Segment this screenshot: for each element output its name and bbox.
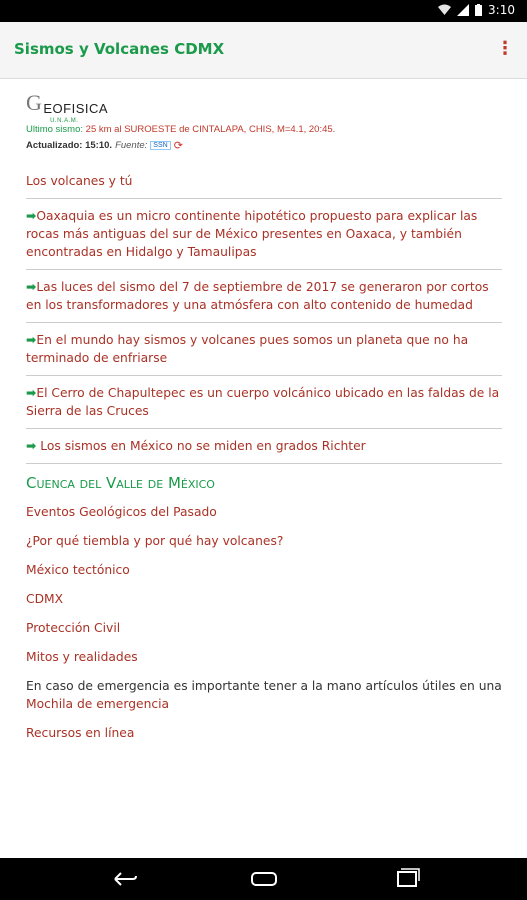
arrow-icon: ➡: [26, 439, 37, 453]
app-bar: [0, 22, 527, 79]
main-content: [26, 86, 502, 742]
recents-icon[interactable]: [387, 866, 427, 892]
battery-icon: [475, 4, 482, 16]
refresh-icon[interactable]: ⟳: [173, 140, 183, 152]
emergency-text: En caso de emergencia es importante tener a la mano artículos útiles en una: [26, 679, 502, 693]
signal-icon: [457, 4, 469, 16]
wifi-icon: [438, 4, 451, 16]
arrow-icon: ➡: [26, 386, 37, 400]
clock: 3:10: [488, 3, 515, 17]
divider: [26, 428, 502, 429]
section-title: Cuenca del Valle de México: [26, 474, 215, 492]
logo-text: EOFISICA: [43, 101, 109, 116]
link-mexico-tectonico[interactable]: México tectónico: [26, 563, 130, 577]
fact-text: Oaxaquia es un micro continente hipotético propuesto para explicar las rocas más antiguas del sur de México presentes en Oaxaca, y también encontradas en Hidalgo y Tamaulipas: [26, 209, 478, 259]
geofisica-logo: [26, 86, 502, 124]
fact-item[interactable]: [26, 384, 502, 420]
mochila-link[interactable]: Mochila de emergencia: [26, 697, 170, 711]
link-recursos[interactable]: Recursos en línea: [26, 726, 135, 740]
arrow-icon: ➡: [26, 209, 37, 223]
divider: [26, 198, 502, 199]
link-por-que-tiembla[interactable]: ¿Por qué tiembla y por qué hay volcanes?: [26, 534, 284, 548]
navigation-bar: [0, 858, 527, 900]
status-icons: [438, 3, 515, 17]
overflow-menu-icon[interactable]: ⋮: [496, 38, 514, 59]
logo-sub: U.N.A.M.: [50, 118, 79, 124]
fact-item[interactable]: [26, 207, 502, 261]
link-cdmx[interactable]: CDMX: [26, 592, 64, 606]
fact-item[interactable]: [26, 278, 502, 314]
divider: [26, 463, 502, 464]
app-title: Sismos y Volcanes CDMX: [14, 40, 225, 58]
updated-label: Actualizado: 15:10.: [26, 140, 113, 151]
divider: [26, 269, 502, 270]
fact-text: En el mundo hay sismos y volcanes pues somos un planeta que no ha terminado de enfriarse: [26, 333, 469, 365]
last-quake-text: 25 km al SUROESTE de CINTALAPA, CHIS, M=4.1, 20:45.: [85, 124, 336, 135]
last-quake-label: Ultimo sismo:: [26, 124, 84, 135]
source-label: Fuente:: [115, 140, 148, 151]
link-proteccion-civil[interactable]: Protección Civil: [26, 621, 121, 635]
volcanes-link[interactable]: Los volcanes y tú: [26, 174, 133, 188]
divider: [26, 322, 502, 323]
home-icon[interactable]: [244, 866, 284, 892]
back-icon[interactable]: [103, 866, 143, 892]
fact-text: Los sismos en México no se miden en grados Richter: [36, 439, 366, 453]
fact-text: El Cerro de Chapultepec es un cuerpo volcánico ubicado en las faldas de la Sierra de las Cruces: [26, 386, 500, 418]
facts-list: [26, 207, 502, 464]
last-quake: [26, 124, 502, 135]
arrow-icon: ➡: [26, 280, 37, 294]
emergency-paragraph: [26, 677, 502, 713]
fact-item[interactable]: [26, 331, 502, 367]
divider: [26, 375, 502, 376]
arrow-icon: ➡: [26, 333, 37, 347]
link-mitos-realidades[interactable]: Mitos y realidades: [26, 650, 138, 664]
updated-line: [26, 139, 502, 152]
ssn-badge[interactable]: SSN: [150, 141, 170, 150]
link-eventos-geologicos[interactable]: Eventos Geológicos del Pasado: [26, 505, 217, 519]
fact-text: Las luces del sismo del 7 de septiembre de 2017 se generaron por cortos en los transformadores y una atmósfera con alto contenido de humedad: [26, 280, 489, 312]
fact-item[interactable]: [26, 437, 502, 455]
status-bar: [0, 0, 527, 22]
logo-letter: G: [26, 90, 43, 115]
